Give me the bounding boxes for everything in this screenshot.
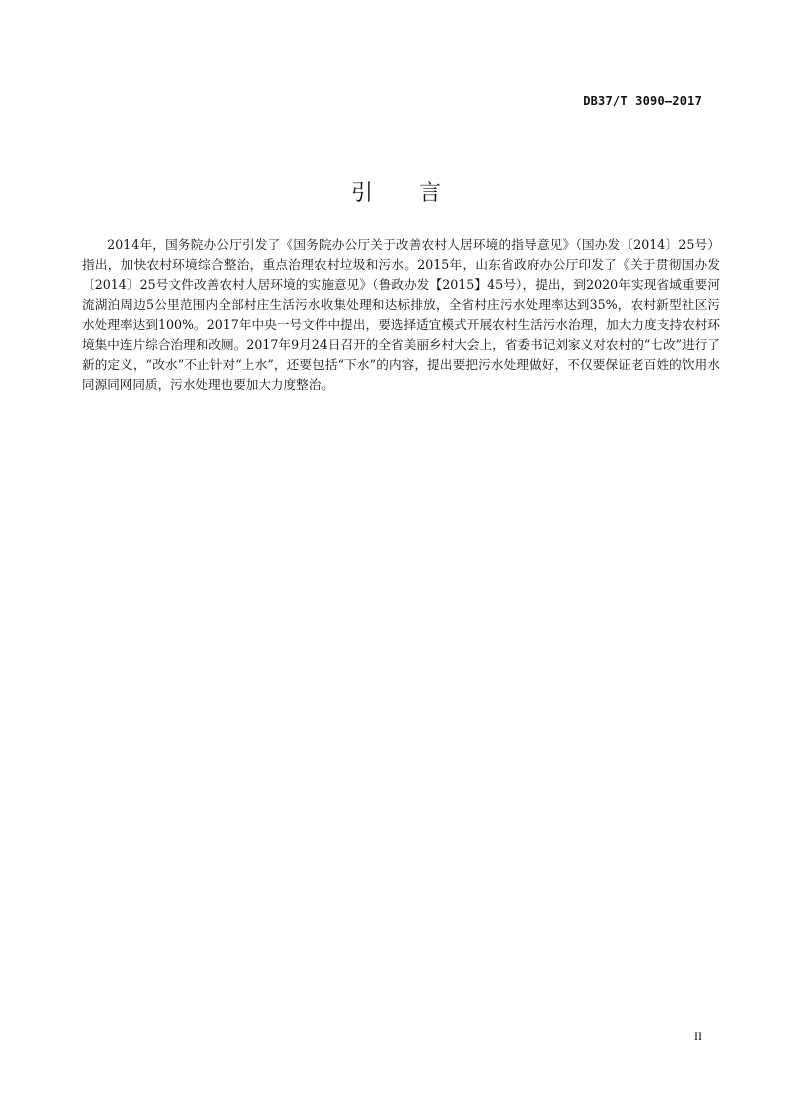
page-number: II	[694, 1029, 702, 1043]
section-title: 引言	[350, 181, 487, 206]
body-text	[82, 235, 720, 395]
introduction-paragraph: 2014年，国务院办公厅引发了《国务院办公厅关于改善农村人居环境的指导意见》（国办发〔2014〕25号）指出，加快农村环境综合整治，重点治理农村垃圾和污水。2015年，山东省政府办公厅印发了《关于贯彻国办发〔2014〕25号文件改善农村人居环境的实施意见》（鲁政办发【2015】45号），提出，到2020年实现省域重要河流湖泊周边5公里范围内全部村庄生活污水收集处理和达标排放，全省村庄污水处理率达到35%，农村新型社区污水处理率达到100%。2017年中央一号文件中提出，要选择适宜模式开展农村生活污水治理，加大力度支持农村环境集中连片综合治理和改厕。2017年9月24日召开的全省美丽乡村大会上，省委书记刘家义对农村的“七改”进行了新的定义，“改水”不止针对“上水”，还要包括“下水”的内容，提出要把污水处理做好，不仅要保证老百姓的饮用水同源同网同质，污水处理也要加大力度整治。	[82, 237, 720, 392]
document-code: DB37/T 3090—2017	[583, 94, 702, 108]
